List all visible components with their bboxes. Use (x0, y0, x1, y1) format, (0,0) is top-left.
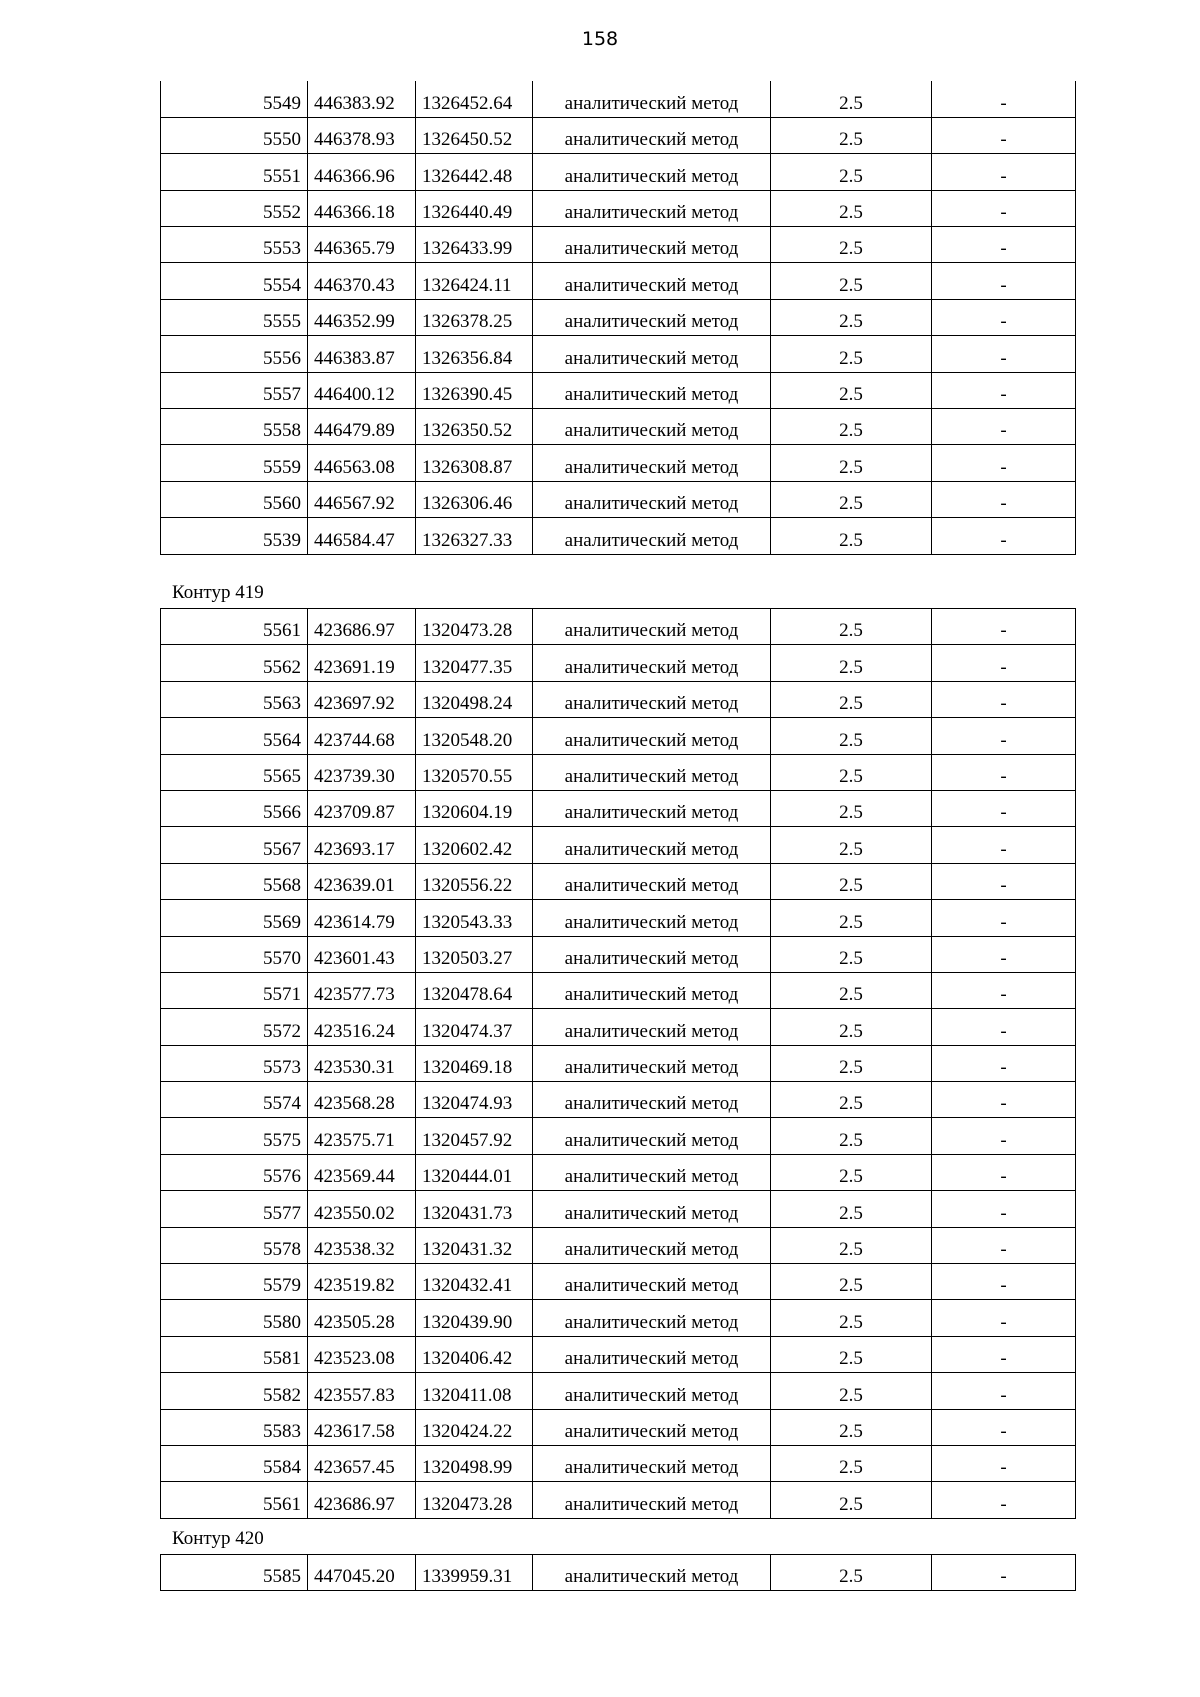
accuracy-cell: 2.5 (771, 1118, 932, 1154)
coordinate-y-cell: 1326433.99 (416, 227, 533, 263)
coordinate-y-cell: 1320473.28 (416, 1482, 533, 1518)
method-cell: аналитический метод (533, 1227, 771, 1263)
point-number-cell: 5572 (161, 1009, 308, 1045)
method-cell: аналитический метод (533, 227, 771, 263)
note-cell: - (932, 372, 1076, 408)
note-cell: - (932, 681, 1076, 717)
note-cell: - (932, 1482, 1076, 1518)
coordinate-x-cell: 423709.87 (308, 790, 416, 826)
method-cell: аналитический метод (533, 518, 771, 554)
method-cell: аналитический метод (533, 790, 771, 826)
accuracy-cell: 2.5 (771, 518, 932, 554)
point-number-cell: 5552 (161, 190, 308, 226)
coordinate-x-cell: 446370.43 (308, 263, 416, 299)
coordinate-y-cell: 1326308.87 (416, 445, 533, 481)
note-cell: - (932, 863, 1076, 899)
point-number-cell: 5583 (161, 1409, 308, 1445)
point-number-cell: 5569 (161, 900, 308, 936)
note-cell: - (932, 827, 1076, 863)
note-cell: - (932, 1373, 1076, 1409)
point-number-cell: 5584 (161, 1445, 308, 1481)
note-cell: - (932, 936, 1076, 972)
table-row (161, 936, 1076, 972)
coordinate-y-cell: 1320602.42 (416, 827, 533, 863)
point-number-cell: 5561 (161, 1482, 308, 1518)
point-number-cell: 5585 (161, 1555, 308, 1591)
table-row (161, 1300, 1076, 1336)
accuracy-cell: 2.5 (771, 1154, 932, 1190)
coordinate-y-cell: 1320469.18 (416, 1045, 533, 1081)
method-cell: аналитический метод (533, 1191, 771, 1227)
note-cell: - (932, 409, 1076, 445)
point-number-cell: 5551 (161, 154, 308, 190)
accuracy-cell: 2.5 (771, 117, 932, 153)
note-cell: - (932, 1045, 1076, 1081)
coordinate-y-cell: 1320543.33 (416, 900, 533, 936)
point-number-cell: 5553 (161, 227, 308, 263)
method-cell: аналитический метод (533, 863, 771, 899)
point-number-cell: 5539 (161, 518, 308, 554)
accuracy-cell: 2.5 (771, 681, 932, 717)
method-cell: аналитический метод (533, 1045, 771, 1081)
accuracy-cell: 2.5 (771, 1482, 932, 1518)
coordinate-y-cell: 1326327.33 (416, 518, 533, 554)
coordinate-y-cell: 1320406.42 (416, 1336, 533, 1372)
coordinate-x-cell: 423557.83 (308, 1373, 416, 1409)
accuracy-cell: 2.5 (771, 81, 932, 117)
table-row (161, 117, 1076, 153)
method-cell: аналитический метод (533, 1482, 771, 1518)
table-row (161, 1045, 1076, 1081)
coordinate-y-cell: 1320498.24 (416, 681, 533, 717)
table-row (161, 336, 1076, 372)
point-number-cell: 5581 (161, 1336, 308, 1372)
method-cell: аналитический метод (533, 972, 771, 1008)
point-number-cell: 5562 (161, 645, 308, 681)
table-row (161, 863, 1076, 899)
accuracy-cell: 2.5 (771, 645, 932, 681)
coordinate-x-cell: 446366.18 (308, 190, 416, 226)
coordinates-table (160, 1554, 1076, 1591)
note-cell: - (932, 1409, 1076, 1445)
accuracy-cell: 2.5 (771, 299, 932, 335)
method-cell: аналитический метод (533, 154, 771, 190)
point-number-cell: 5570 (161, 936, 308, 972)
point-number-cell: 5559 (161, 445, 308, 481)
accuracy-cell: 2.5 (771, 227, 932, 263)
point-number-cell: 5565 (161, 754, 308, 790)
method-cell: аналитический метод (533, 445, 771, 481)
accuracy-cell: 2.5 (771, 445, 932, 481)
note-cell: - (932, 154, 1076, 190)
method-cell: аналитический метод (533, 1373, 771, 1409)
accuracy-cell: 2.5 (771, 1045, 932, 1081)
note-cell: - (932, 900, 1076, 936)
coordinate-y-cell: 1320570.55 (416, 754, 533, 790)
note-cell: - (932, 1191, 1076, 1227)
point-number-cell: 5564 (161, 718, 308, 754)
table-row (161, 900, 1076, 936)
note-cell: - (932, 972, 1076, 1008)
accuracy-cell: 2.5 (771, 863, 932, 899)
coordinate-y-cell: 1320498.99 (416, 1445, 533, 1481)
coordinate-x-cell: 423693.17 (308, 827, 416, 863)
point-number-cell: 5550 (161, 117, 308, 153)
table-row (161, 1409, 1076, 1445)
coordinate-x-cell: 446383.92 (308, 81, 416, 117)
accuracy-cell: 2.5 (771, 1336, 932, 1372)
point-number-cell: 5582 (161, 1373, 308, 1409)
contour-label: Контур 419 (172, 582, 264, 603)
coordinate-x-cell: 423505.28 (308, 1300, 416, 1336)
method-cell: аналитический метод (533, 190, 771, 226)
method-cell: аналитический метод (533, 81, 771, 117)
method-cell: аналитический метод (533, 1409, 771, 1445)
coordinate-x-cell: 446352.99 (308, 299, 416, 335)
point-number-cell: 5574 (161, 1082, 308, 1118)
table-row (161, 1336, 1076, 1372)
note-cell: - (932, 1336, 1076, 1372)
method-cell: аналитический метод (533, 117, 771, 153)
table-row (161, 409, 1076, 445)
accuracy-cell: 2.5 (771, 827, 932, 863)
point-number-cell: 5549 (161, 81, 308, 117)
accuracy-cell: 2.5 (771, 754, 932, 790)
coordinate-y-cell: 1320556.22 (416, 863, 533, 899)
coordinate-x-cell: 423657.45 (308, 1445, 416, 1481)
table-row (161, 154, 1076, 190)
note-cell: - (932, 117, 1076, 153)
coordinates-table (160, 608, 1076, 1519)
accuracy-cell: 2.5 (771, 1227, 932, 1263)
method-cell: аналитический метод (533, 681, 771, 717)
coordinate-x-cell: 423568.28 (308, 1082, 416, 1118)
method-cell: аналитический метод (533, 336, 771, 372)
note-cell: - (932, 299, 1076, 335)
accuracy-cell: 2.5 (771, 900, 932, 936)
coordinate-x-cell: 446365.79 (308, 227, 416, 263)
coordinate-y-cell: 1326356.84 (416, 336, 533, 372)
coordinate-y-cell: 1320457.92 (416, 1118, 533, 1154)
note-cell: - (932, 445, 1076, 481)
coordinate-x-cell: 423691.19 (308, 645, 416, 681)
point-number-cell: 5554 (161, 263, 308, 299)
coordinate-x-cell: 423617.58 (308, 1409, 416, 1445)
table-row (161, 481, 1076, 517)
method-cell: аналитический метод (533, 299, 771, 335)
point-number-cell: 5576 (161, 1154, 308, 1190)
table-row (161, 790, 1076, 826)
coordinate-y-cell: 1326378.25 (416, 299, 533, 335)
coordinates-block-contour-419 (160, 571, 1075, 1519)
accuracy-cell: 2.5 (771, 936, 932, 972)
accuracy-cell: 2.5 (771, 409, 932, 445)
coordinate-x-cell: 423550.02 (308, 1191, 416, 1227)
method-cell: аналитический метод (533, 936, 771, 972)
coordinate-y-cell: 1320424.22 (416, 1409, 533, 1445)
accuracy-cell: 2.5 (771, 1409, 932, 1445)
table-row (161, 445, 1076, 481)
page-number: 158 (581, 28, 619, 50)
table-row (161, 1555, 1076, 1591)
accuracy-cell: 2.5 (771, 972, 932, 1008)
point-number-cell: 5578 (161, 1227, 308, 1263)
table-row (161, 227, 1076, 263)
note-cell: - (932, 754, 1076, 790)
note-cell: - (932, 645, 1076, 681)
method-cell: аналитический метод (533, 754, 771, 790)
coordinate-y-cell: 1326452.64 (416, 81, 533, 117)
point-number-cell: 5563 (161, 681, 308, 717)
accuracy-cell: 2.5 (771, 1300, 932, 1336)
point-number-cell: 5568 (161, 863, 308, 899)
coordinate-y-cell: 1320477.35 (416, 645, 533, 681)
coordinate-x-cell: 446584.47 (308, 518, 416, 554)
coordinate-y-cell: 1326390.45 (416, 372, 533, 408)
point-number-cell: 5560 (161, 481, 308, 517)
coordinate-x-cell: 423686.97 (308, 609, 416, 645)
coordinate-x-cell: 423530.31 (308, 1045, 416, 1081)
table-row (161, 1154, 1076, 1190)
note-cell: - (932, 718, 1076, 754)
coordinate-x-cell: 423523.08 (308, 1336, 416, 1372)
point-number-cell: 5555 (161, 299, 308, 335)
coordinate-x-cell: 423601.43 (308, 936, 416, 972)
table-row (161, 827, 1076, 863)
coordinate-x-cell: 446383.87 (308, 336, 416, 372)
method-cell: аналитический метод (533, 481, 771, 517)
coordinate-x-cell: 447045.20 (308, 1555, 416, 1591)
note-cell: - (932, 227, 1076, 263)
coordinate-y-cell: 1320548.20 (416, 718, 533, 754)
coordinate-x-cell: 446479.89 (308, 409, 416, 445)
table-row (161, 1227, 1076, 1263)
coordinate-x-cell: 446378.93 (308, 117, 416, 153)
accuracy-cell: 2.5 (771, 154, 932, 190)
coordinate-x-cell: 423739.30 (308, 754, 416, 790)
point-number-cell: 5566 (161, 790, 308, 826)
table-row (161, 1118, 1076, 1154)
coordinate-x-cell: 423519.82 (308, 1264, 416, 1300)
coordinate-y-cell: 1326350.52 (416, 409, 533, 445)
coordinate-y-cell: 1320604.19 (416, 790, 533, 826)
point-number-cell: 5571 (161, 972, 308, 1008)
coordinate-y-cell: 1320474.37 (416, 1009, 533, 1045)
method-cell: аналитический метод (533, 263, 771, 299)
point-number-cell: 5567 (161, 827, 308, 863)
coordinate-y-cell: 1326424.11 (416, 263, 533, 299)
table-row (161, 972, 1076, 1008)
coordinate-y-cell: 1320432.41 (416, 1264, 533, 1300)
method-cell: аналитический метод (533, 1336, 771, 1372)
table-row (161, 81, 1076, 117)
coordinate-x-cell: 446400.12 (308, 372, 416, 408)
method-cell: аналитический метод (533, 1264, 771, 1300)
coordinate-y-cell: 1320478.64 (416, 972, 533, 1008)
table-row (161, 1264, 1076, 1300)
accuracy-cell: 2.5 (771, 263, 932, 299)
table-row (161, 372, 1076, 408)
method-cell: аналитический метод (533, 827, 771, 863)
coordinate-x-cell: 423744.68 (308, 718, 416, 754)
table-row (161, 1191, 1076, 1227)
note-cell: - (932, 190, 1076, 226)
point-number-cell: 5557 (161, 372, 308, 408)
accuracy-cell: 2.5 (771, 1191, 932, 1227)
method-cell: аналитический метод (533, 900, 771, 936)
coordinate-x-cell: 423686.97 (308, 1482, 416, 1518)
note-cell: - (932, 1264, 1076, 1300)
coordinate-y-cell: 1339959.31 (416, 1555, 533, 1591)
note-cell: - (932, 1555, 1076, 1591)
note-cell: - (932, 609, 1076, 645)
method-cell: аналитический метод (533, 1082, 771, 1118)
table-row (161, 518, 1076, 554)
note-cell: - (932, 1300, 1076, 1336)
coordinate-x-cell: 423577.73 (308, 972, 416, 1008)
method-cell: аналитический метод (533, 372, 771, 408)
accuracy-cell: 2.5 (771, 190, 932, 226)
coordinate-y-cell: 1326442.48 (416, 154, 533, 190)
note-cell: - (932, 1118, 1076, 1154)
point-number-cell: 5579 (161, 1264, 308, 1300)
note-cell: - (932, 1082, 1076, 1118)
accuracy-cell: 2.5 (771, 1082, 932, 1118)
coordinate-x-cell: 423639.01 (308, 863, 416, 899)
method-cell: аналитический метод (533, 1445, 771, 1481)
point-number-cell: 5556 (161, 336, 308, 372)
table-row (161, 609, 1076, 645)
note-cell: - (932, 790, 1076, 826)
note-cell: - (932, 263, 1076, 299)
point-number-cell: 5577 (161, 1191, 308, 1227)
coordinate-y-cell: 1320503.27 (416, 936, 533, 972)
note-cell: - (932, 1227, 1076, 1263)
method-cell: аналитический метод (533, 609, 771, 645)
note-cell: - (932, 518, 1076, 554)
coordinate-y-cell: 1320411.08 (416, 1373, 533, 1409)
accuracy-cell: 2.5 (771, 1264, 932, 1300)
accuracy-cell: 2.5 (771, 790, 932, 826)
table-row (161, 681, 1076, 717)
method-cell: аналитический метод (533, 718, 771, 754)
table-row (161, 645, 1076, 681)
point-number-cell: 5558 (161, 409, 308, 445)
table-row (161, 263, 1076, 299)
table-row (161, 190, 1076, 226)
method-cell: аналитический метод (533, 1009, 771, 1045)
coordinate-y-cell: 1320431.73 (416, 1191, 533, 1227)
point-number-cell: 5575 (161, 1118, 308, 1154)
accuracy-cell: 2.5 (771, 1445, 932, 1481)
method-cell: аналитический метод (533, 645, 771, 681)
accuracy-cell: 2.5 (771, 372, 932, 408)
table-row (161, 1445, 1076, 1481)
method-cell: аналитический метод (533, 1300, 771, 1336)
coordinates-table (160, 81, 1076, 555)
coordinate-y-cell: 1326450.52 (416, 117, 533, 153)
point-number-cell: 5580 (161, 1300, 308, 1336)
method-cell: аналитический метод (533, 409, 771, 445)
table-row (161, 1482, 1076, 1518)
coordinate-y-cell: 1326440.49 (416, 190, 533, 226)
accuracy-cell: 2.5 (771, 718, 932, 754)
coordinate-x-cell: 423569.44 (308, 1154, 416, 1190)
contour-label: Контур 420 (172, 1528, 264, 1549)
accuracy-cell: 2.5 (771, 1373, 932, 1409)
table-row (161, 1373, 1076, 1409)
coordinate-x-cell: 446366.96 (308, 154, 416, 190)
note-cell: - (932, 336, 1076, 372)
table-row (161, 1082, 1076, 1118)
note-cell: - (932, 81, 1076, 117)
table-row (161, 718, 1076, 754)
method-cell: аналитический метод (533, 1118, 771, 1154)
note-cell: - (932, 1445, 1076, 1481)
note-cell: - (932, 1009, 1076, 1045)
coordinate-x-cell: 423614.79 (308, 900, 416, 936)
coordinate-y-cell: 1320439.90 (416, 1300, 533, 1336)
table-row (161, 299, 1076, 335)
accuracy-cell: 2.5 (771, 1009, 932, 1045)
accuracy-cell: 2.5 (771, 609, 932, 645)
coordinate-y-cell: 1320474.93 (416, 1082, 533, 1118)
coordinate-y-cell: 1320431.32 (416, 1227, 533, 1263)
table-row (161, 754, 1076, 790)
accuracy-cell: 2.5 (771, 1555, 932, 1591)
coordinate-x-cell: 423516.24 (308, 1009, 416, 1045)
accuracy-cell: 2.5 (771, 481, 932, 517)
point-number-cell: 5561 (161, 609, 308, 645)
method-cell: аналитический метод (533, 1555, 771, 1591)
coordinate-x-cell: 446563.08 (308, 445, 416, 481)
note-cell: - (932, 1154, 1076, 1190)
coordinate-y-cell: 1320444.01 (416, 1154, 533, 1190)
coordinates-block-contour-420 (160, 1517, 1075, 1591)
coordinate-x-cell: 446567.92 (308, 481, 416, 517)
note-cell: - (932, 481, 1076, 517)
coordinate-y-cell: 1326306.46 (416, 481, 533, 517)
coordinate-x-cell: 423697.92 (308, 681, 416, 717)
coordinate-x-cell: 423575.71 (308, 1118, 416, 1154)
accuracy-cell: 2.5 (771, 336, 932, 372)
table-row (161, 1009, 1076, 1045)
coordinates-block-continued (160, 81, 1075, 555)
point-number-cell: 5573 (161, 1045, 308, 1081)
coordinate-y-cell: 1320473.28 (416, 609, 533, 645)
method-cell: аналитический метод (533, 1154, 771, 1190)
coordinate-x-cell: 423538.32 (308, 1227, 416, 1263)
